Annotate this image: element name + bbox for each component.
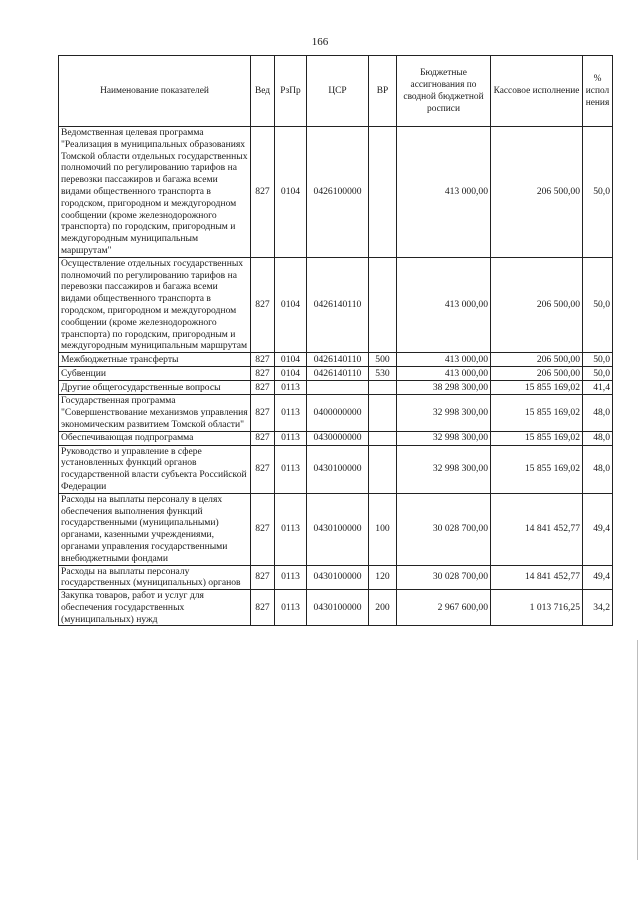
header-ved: Вед	[251, 56, 275, 127]
table-row	[59, 445, 613, 493]
page-number: 166	[311, 36, 329, 48]
row-assignments: 32 998 300,00	[397, 431, 491, 445]
row-vr	[369, 395, 397, 431]
row-cash-execution: 15 855 169,02	[491, 381, 583, 395]
header-vr: ВР	[369, 56, 397, 127]
table-row	[59, 381, 613, 395]
row-assignments: 38 298 300,00	[397, 381, 491, 395]
row-csr: 0426140110	[307, 257, 369, 352]
header-name: Наименование показателей	[59, 56, 251, 127]
row-name: Руководство и управление в сфере установленных функций органов государственной власти субъекта Российской Федерации	[59, 445, 251, 493]
header-rzpr: РзПр	[275, 56, 307, 127]
row-cash-execution: 14 841 452,77	[491, 493, 583, 565]
row-cash-execution: 1 013 716,25	[491, 590, 583, 626]
row-percent: 50,0	[583, 353, 613, 367]
row-csr: 0426100000	[307, 127, 369, 258]
row-vr: 530	[369, 367, 397, 381]
row-percent: 50,0	[583, 257, 613, 352]
header-assignments: Бюджетные ассигнования по сводной бюджетной росписи	[397, 56, 491, 127]
row-vr: 100	[369, 493, 397, 565]
row-percent: 41,4	[583, 381, 613, 395]
row-name: Государственная программа "Совершенствование механизмов управления экономическим развитием Томской области"	[59, 395, 251, 431]
table-row	[59, 395, 613, 431]
row-csr: 0426140110	[307, 367, 369, 381]
header-percent: % испол нения	[583, 56, 613, 127]
row-csr: 0400000000	[307, 395, 369, 431]
row-name: Ведомственная целевая программа "Реализация в муниципальных образованиях Томской области отдельных государственных полномочий по регулированию тарифов на перевозки пассажиров и багажа всеми видами общественного транспорта в городском, пригородном и междугородном сообщении (кроме железнодорожного транспорта) по городским, пригородным и междугородным муниципальным маршрутам"	[59, 127, 251, 258]
table-row	[59, 353, 613, 367]
row-percent: 48,0	[583, 395, 613, 431]
table-row	[59, 590, 613, 626]
table-row	[59, 431, 613, 445]
row-percent: 49,4	[583, 493, 613, 565]
table-row	[59, 493, 613, 565]
row-ved: 827	[251, 431, 275, 445]
row-rzpr: 0113	[275, 565, 307, 590]
row-csr: 0430100000	[307, 493, 369, 565]
table-row	[59, 367, 613, 381]
row-rzpr: 0113	[275, 590, 307, 626]
row-assignments: 413 000,00	[397, 257, 491, 352]
row-assignments: 413 000,00	[397, 353, 491, 367]
table-row	[59, 127, 613, 258]
row-cash-execution: 15 855 169,02	[491, 431, 583, 445]
row-ved: 827	[251, 127, 275, 258]
row-assignments: 2 967 600,00	[397, 590, 491, 626]
row-ved: 827	[251, 257, 275, 352]
scan-edge-line	[637, 640, 638, 860]
row-assignments: 32 998 300,00	[397, 445, 491, 493]
row-cash-execution: 15 855 169,02	[491, 395, 583, 431]
row-name: Субвенции	[59, 367, 251, 381]
row-assignments: 30 028 700,00	[397, 565, 491, 590]
row-cash-execution: 206 500,00	[491, 127, 583, 258]
row-ved: 827	[251, 590, 275, 626]
row-rzpr: 0113	[275, 381, 307, 395]
row-assignments: 413 000,00	[397, 127, 491, 258]
row-percent: 49,4	[583, 565, 613, 590]
row-percent: 48,0	[583, 445, 613, 493]
row-ved: 827	[251, 493, 275, 565]
row-ved: 827	[251, 367, 275, 381]
row-csr: 0430000000	[307, 431, 369, 445]
row-cash-execution: 206 500,00	[491, 367, 583, 381]
row-assignments: 32 998 300,00	[397, 395, 491, 431]
row-vr	[369, 445, 397, 493]
row-vr: 200	[369, 590, 397, 626]
row-rzpr: 0104	[275, 367, 307, 381]
row-name: Расходы на выплаты персоналу в целях обеспечения выполнения функций государственными (муниципальными) органами, казенными учреждениями, органами управления государственными внебюджетными фондами	[59, 493, 251, 565]
row-csr: 0430100000	[307, 445, 369, 493]
table-row	[59, 257, 613, 352]
table-header-row	[59, 56, 613, 127]
row-ved: 827	[251, 445, 275, 493]
row-rzpr: 0104	[275, 257, 307, 352]
row-name: Осуществление отдельных государственных полномочий по регулированию тарифов на перевозки пассажиров и багажа всеми видами общественного транспорта в городском, пригородном и междугородном сообщении (кроме железнодорожного транспорта) по городским, пригородным и междугородным муниципальным маршрутам	[59, 257, 251, 352]
row-assignments: 413 000,00	[397, 367, 491, 381]
row-rzpr: 0113	[275, 493, 307, 565]
row-ved: 827	[251, 353, 275, 367]
row-vr: 120	[369, 565, 397, 590]
budget-execution-table	[58, 55, 613, 626]
row-rzpr: 0113	[275, 431, 307, 445]
row-csr: 0430100000	[307, 565, 369, 590]
row-ved: 827	[251, 381, 275, 395]
row-percent: 50,0	[583, 127, 613, 258]
row-name: Обеспечивающая подпрограмма	[59, 431, 251, 445]
row-csr	[307, 381, 369, 395]
row-vr	[369, 257, 397, 352]
row-percent: 48,0	[583, 431, 613, 445]
row-csr: 0426140110	[307, 353, 369, 367]
row-vr	[369, 127, 397, 258]
header-csr: ЦСР	[307, 56, 369, 127]
row-csr: 0430100000	[307, 590, 369, 626]
table-row	[59, 565, 613, 590]
row-cash-execution: 206 500,00	[491, 257, 583, 352]
row-rzpr: 0113	[275, 445, 307, 493]
row-rzpr: 0104	[275, 353, 307, 367]
row-name: Расходы на выплаты персоналу государственных (муниципальных) органов	[59, 565, 251, 590]
row-rzpr: 0104	[275, 127, 307, 258]
header-cash-execution: Кассовое исполнение	[491, 56, 583, 127]
row-vr	[369, 381, 397, 395]
row-cash-execution: 15 855 169,02	[491, 445, 583, 493]
row-ved: 827	[251, 565, 275, 590]
row-cash-execution: 14 841 452,77	[491, 565, 583, 590]
row-ved: 827	[251, 395, 275, 431]
row-cash-execution: 206 500,00	[491, 353, 583, 367]
row-vr	[369, 431, 397, 445]
row-assignments: 30 028 700,00	[397, 493, 491, 565]
row-vr: 500	[369, 353, 397, 367]
row-percent: 50,0	[583, 367, 613, 381]
row-name: Межбюджетные трансферты	[59, 353, 251, 367]
row-rzpr: 0113	[275, 395, 307, 431]
row-percent: 34,2	[583, 590, 613, 626]
row-name: Закупка товаров, работ и услуг для обеспечения государственных (муниципальных) нужд	[59, 590, 251, 626]
row-name: Другие общегосударственные вопросы	[59, 381, 251, 395]
